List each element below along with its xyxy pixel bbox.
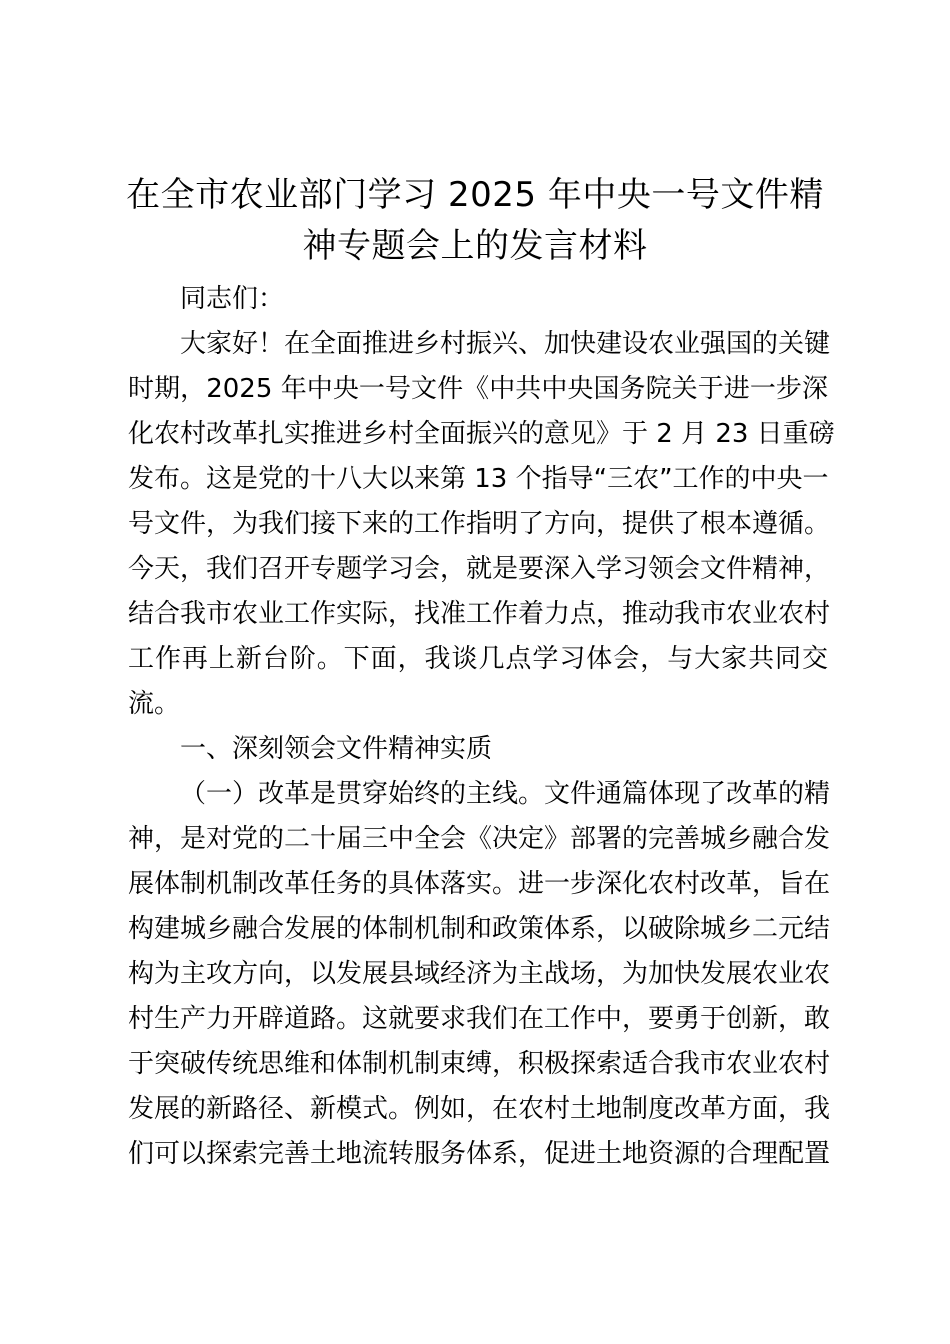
paragraph-line: 发布。这是党的十八大以来第 13 个指导“三农”工作的中央一 xyxy=(128,464,829,494)
paragraph-line: 构为主攻方向，以发展县域经济为主战场，为加快发展农业农 xyxy=(128,959,831,989)
paragraph-line: 时期，2025 年中央一号文件《中共中央国务院关于进一步深 xyxy=(128,374,828,404)
paragraph-line: 大家好！在全面推进乡村振兴、加快建设农业强国的关键 xyxy=(180,329,831,359)
title-line: 神专题会上的发言材料 xyxy=(302,226,648,266)
section-heading: 一、深刻领会文件精神实质 xyxy=(180,734,493,764)
paragraph-line: 发展的新路径、新模式。例如，在农村土地制度改革方面，我 xyxy=(128,1094,831,1124)
title-line: 在全市农业部门学习 2025 年中央一号文件精 xyxy=(126,175,824,215)
paragraph-line: 展体制机制改革任务的具体落实。进一步深化农村改革，旨在 xyxy=(128,869,831,899)
paragraph-line: 流。 xyxy=(128,689,181,719)
salutation: 同志们： xyxy=(180,284,285,314)
paragraph-line: 构建城乡融合发展的体制机制和政策体系，以破除城乡二元结 xyxy=(128,914,831,944)
document-body xyxy=(128,277,835,1177)
paragraph-line: 今天，我们召开专题学习会，就是要深入学习领会文件精神， xyxy=(128,554,831,584)
paragraph-line: 工作再上新台阶。下面，我谈几点学习体会，与大家共同交 xyxy=(128,644,828,674)
paragraph-line: 村生产力开辟道路。这就要求我们在工作中，要勇于创新，敢 xyxy=(128,1004,831,1034)
paragraph-line: 神，是对党的二十届三中全会《决定》部署的完善城乡融合发 xyxy=(128,824,831,854)
paragraph-line: 们可以探索完善土地流转服务体系，促进土地资源的合理配置 xyxy=(128,1139,831,1169)
paragraph-intro xyxy=(128,322,835,727)
paragraph-line: 化农村改革扎实推进乡村全面振兴的意见》于 2 月 23 日重磅 xyxy=(128,419,835,449)
paragraph-reform xyxy=(128,772,831,1177)
paragraph-line: （一）改革是贯穿始终的主线。文件通篇体现了改革的精 xyxy=(180,779,831,809)
paragraph-line: 于突破传统思维和体制机制束缚，积极探索适合我市农业农村 xyxy=(128,1049,831,1079)
paragraph-line: 结合我市农业工作实际，找准工作着力点，推动我市农业农村 xyxy=(128,599,831,629)
document-title xyxy=(100,170,850,272)
paragraph-line: 号文件，为我们接下来的工作指明了方向，提供了根本遵循。 xyxy=(128,509,831,539)
